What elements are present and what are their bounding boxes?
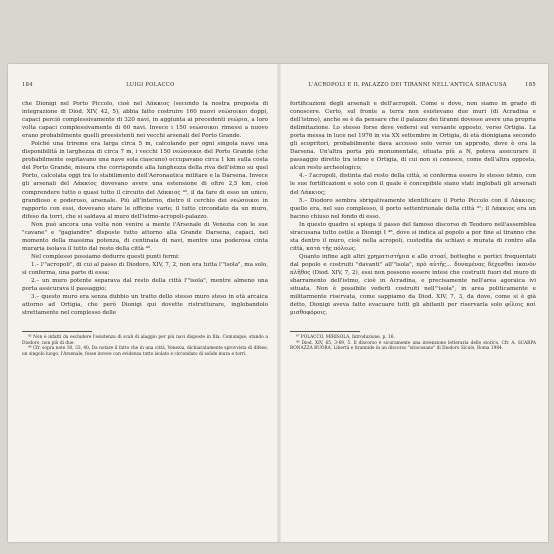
right-running-header — [290, 82, 536, 88]
right-footnotes — [290, 335, 536, 352]
footnote-rule — [22, 331, 92, 332]
book-spread — [8, 64, 548, 542]
right-body-text — [290, 100, 536, 317]
left-running-head: LUIGI POLACCO — [126, 82, 175, 88]
list-item: 2.– un muro potente separava dal resto della città l'"isola", mentre almeno una porta assicurava il passaggio; — [22, 278, 268, 293]
footnote: ⁴⁸ Diod. XIV, 65, 3-69, 5. Il discorso è sicuramente una invenzione letteraria dello storico. Cfr. A. SCARPA BONAZZA BUORA, Libertà e tirannide in un discorso "siracusano" di Diodoro Siculo, Roma 1984. — [290, 340, 536, 352]
footnote: ⁴⁶ Cfr. sopra note 30, 33, 40. Da notare il fatto che in una città, Venezia, dichiaratamente sprovvista di difese, un singolo luogo, l'Arsenale, fosse invece con evidenza tutto isolato e circondato di solide mura e torri. — [22, 346, 268, 358]
paragraph: fortificazioni degli arsenali e dell'acropoli. Come e dove, non siamo in grado di conoscere. Certo, sul fronte a terra non esistevano due muri (di Acradina e dell'istmo), anche se è da pensare che il palazzo dei tiranni dovesse avere una propria delimitazione. Lo stesso forse deve vedersi sul versante opposto, verso Ortigia. La porta messa in luce nel 1976 in via XX settembre in Ortigia, di età dionigiana secondo gli scopritori, probabilmente dava accesso solo verso un approdo, dove è ora la Darsena. Un'altra porta più monumentale, situata più a N, poteva assicurare il passaggio diretto tra istmo e Ortigia, di cui non si conosce, come dell'altra opposta, alcun resto archeologico; — [290, 101, 536, 172]
footnote: ⁴⁷ POLACCO, MIRISOLA, Introduzione, p. 16. — [296, 335, 395, 341]
list-item: 1.– l'"acropoli", di cui al passo di Diodoro, XIV, 7, 2, non era tutta l'"isola", ma solo, si conferma, una parte di essa; — [22, 261, 268, 276]
footnote: ⁴⁵ Non è infatti da escludere l'esistenza di scali di alaggio per più navi disposte in fila. Comunque, stando a Diodoro, non più di due. — [22, 335, 268, 346]
right-page-number: 185 — [525, 82, 536, 88]
list-item: 5.– Diodoro sembra sbrigativamente identificare il Porto Piccolo con il Λάκκιος; quello era, nel suo complesso, il porto settentrionale della città ⁴⁷; il Λάκκιος era un bacino chiuso nel fondo di esso. — [290, 197, 536, 220]
list-item: 3.– questo muro era senza dubbio un tratto dello stesso muro steso in età arcaica attorno ad Ortigia, che però Dionigi qui dovette ristrutturare, inglobandolo strettamente nel complesso delle — [22, 294, 268, 317]
left-page-number: 184 — [22, 82, 33, 88]
right-page — [290, 82, 536, 352]
paragraph: Non può ancora una volta non venire a mente l'Arsenale di Venezia con le sue "cavane" e "gagiandre" disposte tutto attorno alla Grande Darsena, capaci, nel momento della massima potenza, di centinaia di navi, mentre una poderosa cinta muraria isolava il tutto dal resto della città ⁴⁶. — [22, 221, 268, 252]
list-item: 4.– l'acropoli, distinta dal resto della città, si conferma essere lo stesso istmo, con le sue fortificazioni e solo con il quale è concepibile siano stati inglobati gli arsenali del Λάκκιος; — [290, 173, 536, 196]
paragraph: Nel complesso possiamo dedurre questi punti fermi: — [31, 253, 180, 260]
paragraph: Poiché una trireme era larga circa 5 m, calcolando per ogni singola nave una disponibilità in larghezza di circa 7 m, i vecchi 150 νεώσοικοι del Porto Grande (che probabilmente ospitavano una nave sola ciascuno) occupavano circa 1 km sulla costa del Porto Grande, misura che corrisponde alla lunghezza della riva dell'istmo su quel Porto, calcolata oggi tra lo stabilimento dell'Aeronautica militare e la Darsena. Invece gli arsenali del Λάκκιος dovevano avere una estensione di oltre 2,5 km, cioè comprendere tutto o quasi tutto il circuito del Λάκκιος ⁴⁵, il da fare di esso un unico, grandioso e poderoso, arsenale. Più all'interno, dietro il cerchio dei νεώσοικοι in rapporto con essi, dovevano stare le officine varie; il tutto circondato da un muro, difeso da torri, che si saldava al muro dell'istmo-acropoli-palazzo. — [22, 141, 268, 220]
left-body-text — [22, 100, 268, 317]
footnote-rule — [290, 331, 360, 332]
right-running-head: L'ACROPOLI E IL PALAZZO DEI TIRANNI NELL'ANTICA SIRACUSA — [308, 82, 507, 88]
left-running-header — [22, 82, 268, 88]
left-footnotes — [22, 335, 268, 357]
paragraph: che Dionigi nel Porto Piccolo, cioè nel Λάκκιος (secondo la nostra proposta di integrazione di Diod. XIV, 42, 5), abbia fatto costruire 160 nuovi νεώσοικοι doppi, capaci perciò complessivamente di 320 navi, in aggiunta ai precedenti νεώρια, a loro volta capaci complessivamente di 60 navi. Invece i 150 νεώσοικοι rimessi a nuovo erano probabilmente quelli preesistenti nei vecchi arsenali del Porto Grande. — [22, 101, 268, 140]
book-gutter — [277, 64, 281, 542]
left-page — [22, 82, 268, 358]
paragraph: In questo quadro si spiega il passo del famoso discorso di Teodoro nell'assemblea siracusana tutto ostile a Dionigi I ⁴⁸, dove si indica al popolo a por fine al tiranno che sta dentro il muro, cioè nella acropoli, custodita da schiavi e murata di contro alla città, κατὰ τῆς πόλεως. — [290, 221, 536, 252]
paragraph: Quanto infine agli altri χρηματιστήρια e alle στοαί, botteghe e portici frequentati dal popolo e costruiti "davanti" all'"isola", πρὸ αὐτῆς... δυναμένας δέχεσθαι ἱκανὸν πλῆθος (Diod. XIV, 7, 2), essi non possono essere intesi che costruiti fuori del muro di sbarramento dell'istmo, cioè in Acradina, e precisamente nell'area agoraica ivi situata. Non è possibile vederli costruiti nell'"isola", in area politicamente e militarmente riservata, come sappiamo da Diod. XIV, 7, 3, da dove, come si è già detto, Dionigi aveva fatto evacuare tutti gli abitanti per riservarla solo φίλοις καὶ μισθοφόροις. — [290, 253, 536, 317]
